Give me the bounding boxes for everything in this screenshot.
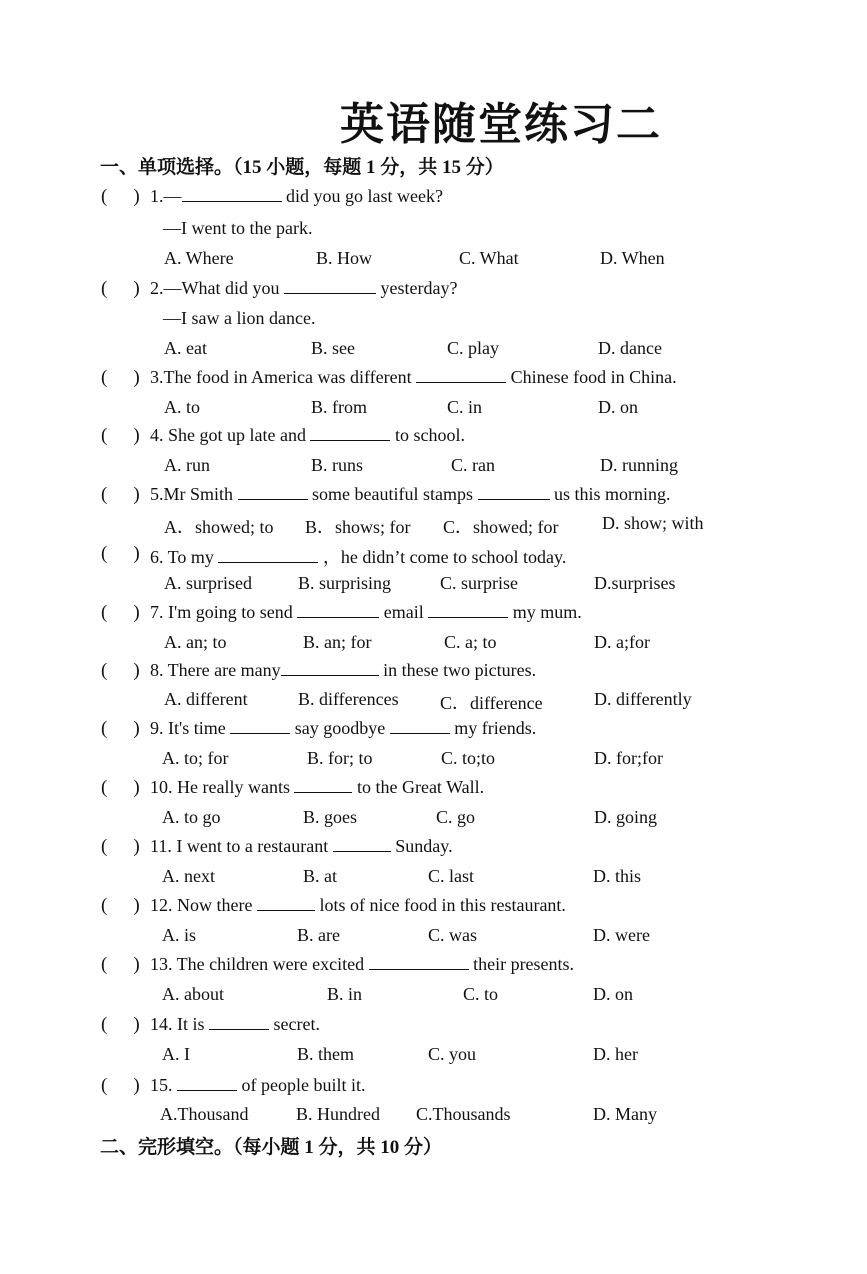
option-b: B. are (297, 925, 340, 945)
answer-blank (428, 602, 508, 618)
question-text: 5.Mr Smith some beautiful stamps us this morning. (150, 484, 671, 504)
option-a: A. to (164, 397, 200, 417)
answer-paren[interactable]: ( ) (101, 895, 140, 916)
page-title: 英语随堂练习二 (340, 100, 662, 149)
question-text: 15. of people built it. (150, 1075, 366, 1095)
answer-blank (390, 718, 450, 734)
question-text: 13. The children were excited their presents. (150, 954, 575, 974)
option-b: B. from (311, 397, 367, 417)
answer-paren[interactable]: ( ) (101, 954, 140, 975)
answer-paren[interactable]: ( ) (101, 367, 140, 388)
option-c: C．difference (440, 693, 543, 713)
question-text: 3.The food in America was different Chinese food in China. (150, 367, 677, 387)
question-text: 2.—What did you yesterday? (150, 278, 458, 298)
option-b: B. at (303, 866, 337, 886)
option-d: D. for;for (594, 748, 663, 768)
option-b: B. goes (303, 807, 357, 827)
answer-paren[interactable]: ( ) (101, 484, 140, 505)
answer-paren[interactable]: ( ) (101, 718, 140, 739)
option-d: D. show; with (602, 513, 704, 533)
option-b: B. an; for (303, 632, 372, 652)
answer-paren[interactable]: ( ) (101, 1075, 140, 1096)
option-b: B. How (316, 248, 373, 268)
option-a: A. eat (164, 338, 207, 358)
option-c: C. last (428, 866, 475, 886)
answer-paren[interactable]: ( ) (101, 836, 140, 857)
answer-paren[interactable]: ( ) (101, 186, 140, 207)
option-c: C. in (447, 397, 483, 417)
answer-paren[interactable]: ( ) (101, 777, 140, 798)
answer-blank (297, 602, 379, 618)
option-b: B. differences (298, 689, 399, 709)
question-text: 9. It's time say goodbye my friends. (150, 718, 537, 738)
answer-blank (257, 895, 315, 911)
answer-blank (416, 367, 506, 383)
option-a: A. about (162, 984, 224, 1004)
answer-blank (230, 718, 290, 734)
option-a: A. run (164, 455, 210, 475)
option-b: B．shows; for (305, 517, 411, 537)
option-c: C. What (459, 248, 519, 268)
option-a: A. surprised (164, 573, 252, 593)
answer-blank (333, 836, 391, 852)
answer-paren[interactable]: ( ) (101, 660, 140, 681)
answer-blank (478, 484, 550, 500)
question-text: 10. He really wants to the Great Wall. (150, 777, 485, 797)
option-c: C. surprise (440, 573, 518, 593)
option-c: C. play (447, 338, 499, 358)
option-d: D.surprises (594, 573, 676, 593)
answer-blank (238, 484, 308, 500)
option-b: B. surprising (298, 573, 392, 593)
option-c: C. to (463, 984, 499, 1004)
question-text: 11. I went to a restaurant Sunday. (150, 836, 453, 856)
answer-blank (281, 660, 379, 676)
option-c: C. to;to (441, 748, 496, 768)
option-a: A. to; for (162, 748, 229, 768)
option-c: C. go (436, 807, 476, 827)
section-heading-cloze: 二、完形填空。（每小题 1 分，共 10 分） (100, 1137, 443, 1158)
option-a: A．showed; to (164, 517, 274, 537)
question-text: 4. She got up late and to school. (150, 425, 465, 445)
option-c: C. was (428, 925, 477, 945)
option-d: D. running (600, 455, 678, 475)
question-reply: —I went to the park. (163, 218, 313, 238)
option-b: B. see (311, 338, 355, 358)
answer-paren[interactable]: ( ) (101, 543, 140, 564)
section-heading-single-choice: 一、单项选择。（15 小题，每题 1 分，共 15 分） (100, 157, 504, 178)
question-text: 1.— did you go last week? (150, 186, 443, 206)
question-text: 8. There are many in these two pictures. (150, 660, 537, 680)
answer-paren[interactable]: ( ) (101, 1014, 140, 1035)
answer-blank (209, 1014, 269, 1030)
option-d: D. her (593, 1044, 638, 1064)
option-c: C.Thousands (416, 1104, 511, 1124)
option-a: A.Thousand (160, 1104, 249, 1124)
question-text: 7. I'm going to send email my mum. (150, 602, 582, 622)
option-c: C. you (428, 1044, 477, 1064)
option-a: A. an; to (164, 632, 227, 652)
answer-blank (310, 425, 390, 441)
option-d: D. Many (593, 1104, 657, 1124)
question-text: 12. Now there lots of nice food in this restaurant. (150, 895, 566, 915)
question-text: 14. It is secret. (150, 1014, 320, 1034)
option-b: B. runs (311, 455, 364, 475)
option-d: D. differently (594, 689, 692, 709)
option-b: B. in (327, 984, 363, 1004)
question-reply: —I saw a lion dance. (163, 308, 316, 328)
answer-blank (177, 1075, 237, 1091)
option-d: D. were (593, 925, 650, 945)
option-a: A. Where (164, 248, 234, 268)
option-d: D. on (598, 397, 638, 417)
answer-blank (294, 777, 352, 793)
question-text: 6. To my ，he didn’t come to school today. (150, 547, 567, 567)
option-a: A. is (162, 925, 197, 945)
option-c: C．showed; for (443, 517, 559, 537)
option-b: B. Hundred (296, 1104, 380, 1124)
answer-blank (369, 954, 469, 970)
option-c: C. ran (451, 455, 495, 475)
option-a: A. different (164, 689, 248, 709)
option-b: B. for; to (307, 748, 373, 768)
answer-blank (182, 186, 282, 202)
option-d: D. a;for (594, 632, 650, 652)
option-d: D. on (593, 984, 633, 1004)
option-a: A. next (162, 866, 215, 886)
option-a: A. I (162, 1044, 190, 1064)
option-c: C. a; to (444, 632, 497, 652)
option-d: D. this (593, 866, 642, 886)
option-a: A. to go (162, 807, 221, 827)
answer-blank (218, 547, 318, 563)
option-d: D. going (594, 807, 657, 827)
answer-paren[interactable]: ( ) (101, 425, 140, 446)
option-d: D. When (600, 248, 665, 268)
answer-blank (284, 278, 376, 294)
option-d: D. dance (598, 338, 662, 358)
answer-paren[interactable]: ( ) (101, 602, 140, 623)
option-b: B. them (297, 1044, 354, 1064)
answer-paren[interactable]: ( ) (101, 278, 140, 299)
